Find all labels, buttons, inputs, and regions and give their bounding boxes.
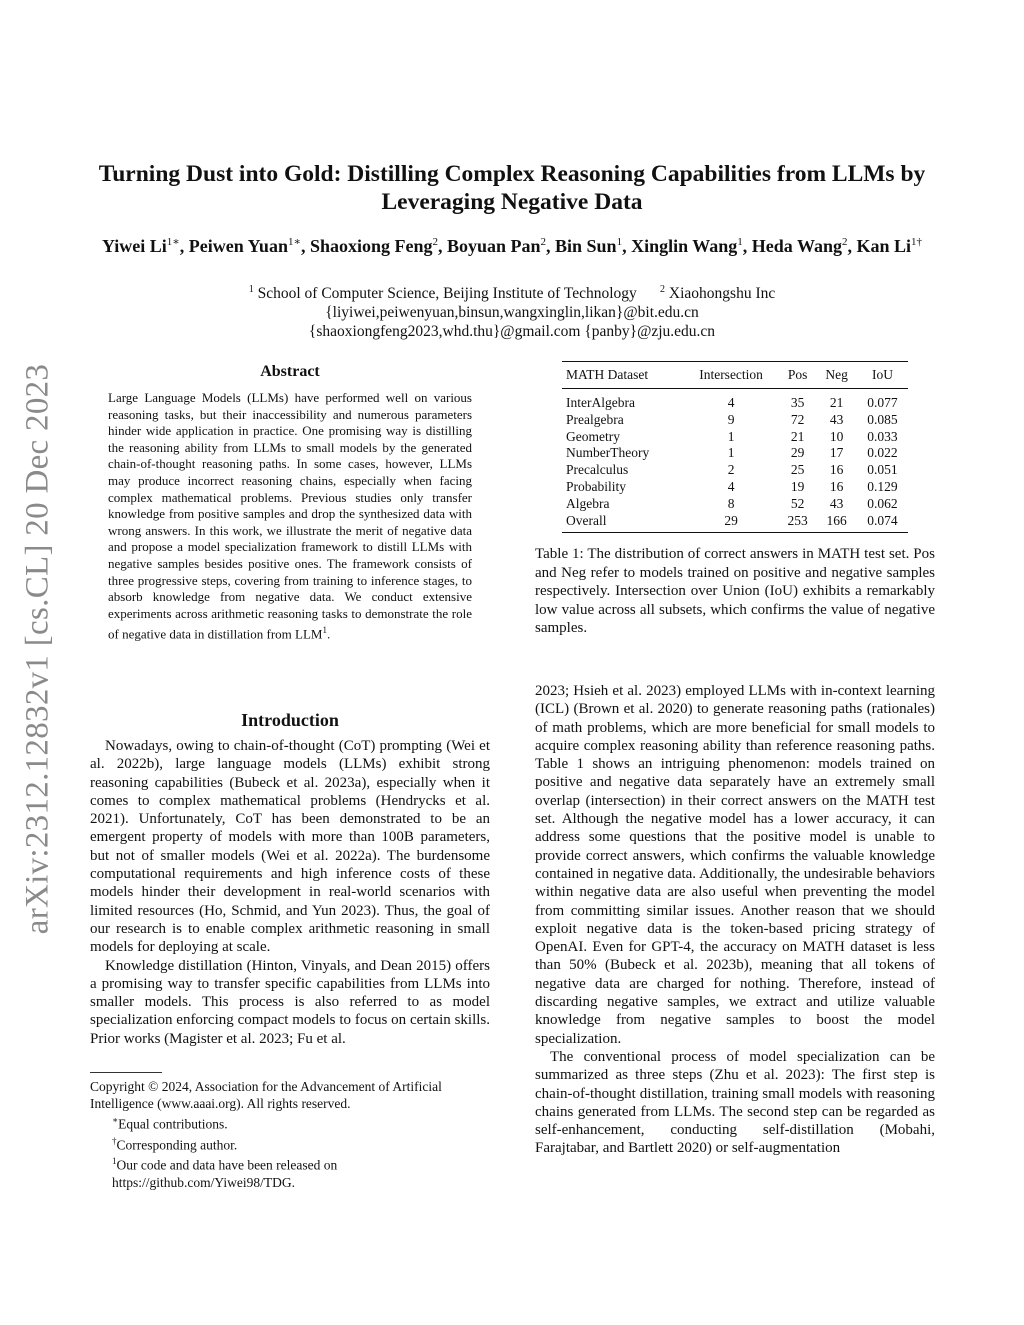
paper-title: Turning Dust into Gold: Distilling Complex Reasoning Capabilities from LLMs by Leveraging Negative Data: [98, 161, 926, 215]
abstract-heading: Abstract: [260, 363, 320, 380]
table-cell: 72: [790, 411, 805, 427]
table-cell: 0.077: [867, 395, 898, 410]
table-cell: 35: [790, 395, 805, 410]
column-header: Neg: [816, 362, 857, 389]
author: Boyuan Pan$^2$: [446, 236, 547, 256]
table-cell: 9: [727, 411, 735, 427]
author-list: Yiwei $Li^{1∗}$, Peiwen Yuan$^{1∗}$, Shaoxiong Feng$^2$, Boyuan Pan$^2$, Bin Sun$^1$, Xinglin Wang$^1$, Heda Wang$^2$, Kan $Li^{1\dagger}$: [101, 236, 923, 256]
footnote: $^1$Our code and data have been released on https://github.com/Yiwei98/TDG.: [112, 1156, 338, 1190]
table-cell: 25: [790, 462, 805, 478]
table-cell: Overall: [562, 513, 683, 533]
table-row: [562, 479, 908, 496]
author: Peiwen Yuan$^{1∗}$: [188, 236, 301, 256]
arxiv-stamp-text: arXiv:2312.12832v1 [cs.CL] 20 Dec 2023: [19, 363, 56, 935]
table-row: [562, 496, 908, 513]
table-cell: 21: [829, 395, 844, 410]
table-cell: 4: [727, 395, 735, 410]
results-table: [562, 361, 908, 533]
table-cell: 43: [829, 411, 844, 427]
copyright-note: Copyright © 2024, Association for the Advancement of Artificial Intelligence (www.aaai.org). All rights reserved.: [90, 1079, 442, 1111]
table-cell: Algebra: [566, 495, 610, 511]
table-cell: 16: [829, 478, 844, 494]
table-cell: 1: [727, 428, 735, 444]
table-cell: Prealgebra: [566, 411, 624, 427]
table-cell: 0.085: [867, 411, 898, 427]
table-cell: 21: [790, 428, 805, 444]
table-row: [562, 513, 908, 533]
arxiv-stamp: [8, 349, 68, 949]
introduction-heading: Introduction: [241, 710, 339, 730]
affiliations: [110, 280, 914, 341]
author: Shaoxiong Feng$^2$: [309, 236, 438, 256]
column-header: IoU: [857, 362, 908, 389]
table-cell: 2: [727, 462, 735, 478]
table-header-row: [562, 362, 908, 389]
table-cell: 43: [829, 495, 844, 511]
email-line: {liyiwei,peiwenyuan,binsun,wangxinglin,likan}@bit.edu.cn: [325, 304, 699, 322]
table-cell: 0.074: [857, 513, 908, 533]
email-line: {shaoxiongfeng2023,whd.thu}@gmail.com {panby}@zju.edu.cn: [308, 323, 716, 341]
table-row: [562, 389, 908, 412]
table-cell: 10: [829, 428, 844, 444]
footnote-rule: [90, 1072, 162, 1073]
table-cell: 17: [829, 445, 844, 461]
introduction-body: [90, 737, 490, 1048]
paragraph: 2023; Hsieh et al. 2023) employed LLMs with in-context learning (ICL) (Brown et al. 2020) to generate reasoning paths (rationales) of math problems, which are more beneficial for small models to acquire complex reasoning ability than reference reasoning paths. Table 1 shows an intriguing phenomenon: models trained on positive and negative data separately have an extremely small overlap (intersection) in their correct answers on the MATH test set. Although the negative model has a lower accuracy, it can address some questions that the positive model is unable to provide correct answers, which confirms the valuable knowledge contained in negative data. Additionally, the undesirable behaviors within negative data are also useful when preventing the model from committing similar issues. Another reason that we should exploit negative data is the token-based pricing strategy of OpenAI. Even for GPT-4, the accuracy on MATH dataset is less than 50% (Bubeck et al. 2023b), meaning that all tokens of negative data are charged for nothing. Therefore, instead of discarding negative samples, we extract and utilize valuable knowledge from negative samples to boost the model specialization.: [535, 683, 935, 1047]
author: Yiwei $Li^{1∗}$: [101, 236, 180, 256]
table-row: [562, 412, 908, 429]
table-row: [562, 429, 908, 446]
table-caption: Table 1: The distribution of correct answers in MATH test set. Pos and Neg refer to models trained on positive and negative samples respectively. Intersection over Union (IoU) exhibits a remarkably low value across all subsets, which confirms the value of negative samples.: [535, 546, 935, 636]
author: Xinglin Wang$^1$: [631, 236, 743, 256]
table-cell: 0.129: [867, 478, 898, 494]
affiliation-line: $^1$ School of Computer Science, Beijing Institute of Technology $^2$ Xiaohongshu Inc: [248, 284, 776, 303]
table-cell: 0.033: [867, 428, 898, 444]
footnote: †Corresponding author.: [112, 1135, 238, 1152]
table-cell: Geometry: [566, 428, 620, 444]
table-cell: 8: [727, 495, 735, 511]
table-row: [562, 445, 908, 462]
paragraph: The conventional process of model specialization can be summarized as three steps (Zhu et al. 2023): The first step is chain-of-thought distillation, training small models with reasoning chains generated from LLMs. The second step can be regarded as self-enhancement, conducting self-distillation (Mobahi, Farajtabar, and Bartlett 2020) or self-augmentation: [535, 1048, 935, 1157]
table-cell: 4: [727, 478, 735, 494]
table-cell: 52: [790, 495, 805, 511]
paragraph: Knowledge distillation (Hinton, Vinyals, and Dean 2015) offers a promising way to transfer specific capabilities from LLMs into smaller models. This process is also referred to as model specialization enforcing compact models to focus on certain skills. Prior works (Magister et al. 2023; Fu et al.: [90, 957, 490, 1047]
table-cell: 16: [829, 462, 844, 478]
table-cell: 1: [727, 445, 735, 461]
table-cell: 29: [683, 513, 778, 533]
right-column-body: [535, 682, 935, 1158]
table-cell: 0.062: [867, 495, 898, 511]
author: Kan $Li^{1\dagger}$: [856, 236, 923, 256]
table-cell: 166: [816, 513, 857, 533]
column-header: Pos: [779, 362, 817, 389]
table-cell: InterAlgebra: [566, 395, 635, 410]
abstract-body: Large Language Models (LLMs) have performed well on various reasoning tasks, but their inaccessibility and numerous parameters hinder wide application in practice. One promising way is distilling the reasoning ability from LLMs to small models by the generated chain-of-thought reasoning paths. In some cases, however, LLMs may produce incorrect reasoning chains, especially when facing complex mathematical problems. Previous studies only transfer knowledge from positive samples and drop the synthesized data with wrong answers. In this work, we illustrate the merit of negative data and propose a model specialization framework to distill LLMs with negative samples besides positive ones. The framework consists of three progressive steps, covering from training to inference stages, to absorb knowledge from negative data. We conduct extensive experiments across arithmetic reasoning tasks to demonstrate the role of negative data in distillation from LLM$^1$.: [108, 390, 472, 642]
table-cell: Probability: [566, 478, 626, 494]
table-cell: 0.022: [867, 445, 898, 461]
paragraph: Nowadays, owing to chain-of-thought (CoT) prompting (Wei et al. 2022b), large language models (LLMs) exhibit strong reasoning capabilities (Bubeck et al. 2023a), especially when it comes to complex mathematical problems (Hendrycks et al. 2021). Unfortunately, CoT has been demonstrated to be an emergent property of models with more than 100B parameters, but not of smaller models (Wei et al. 2022a). The burdensome computational requirements and high inference costs of these models hinder their development in real-world scenarios with limited resources (Ho, Schmid, and Yun 2023). Thus, the goal of our research is to enable complex arithmetic reasoning in small models for deploying at scale.: [90, 738, 490, 956]
table-cell: 253: [779, 513, 817, 533]
author: Bin Sun$^1$: [555, 236, 623, 256]
column-header: Intersection: [683, 362, 778, 389]
table-cell: Precalculus: [566, 462, 629, 478]
table-cell: 29: [790, 445, 805, 461]
table-cell: 0.051: [867, 462, 898, 478]
footnotes: [90, 1078, 490, 1191]
table-cell: NumberTheory: [566, 445, 650, 461]
author: Heda Wang$^2$: [751, 236, 848, 256]
table-cell: 19: [790, 478, 805, 494]
column-header: MATH Dataset: [562, 362, 683, 389]
footnote: ∗Equal contributions.: [112, 1115, 228, 1132]
table-row: [562, 462, 908, 479]
